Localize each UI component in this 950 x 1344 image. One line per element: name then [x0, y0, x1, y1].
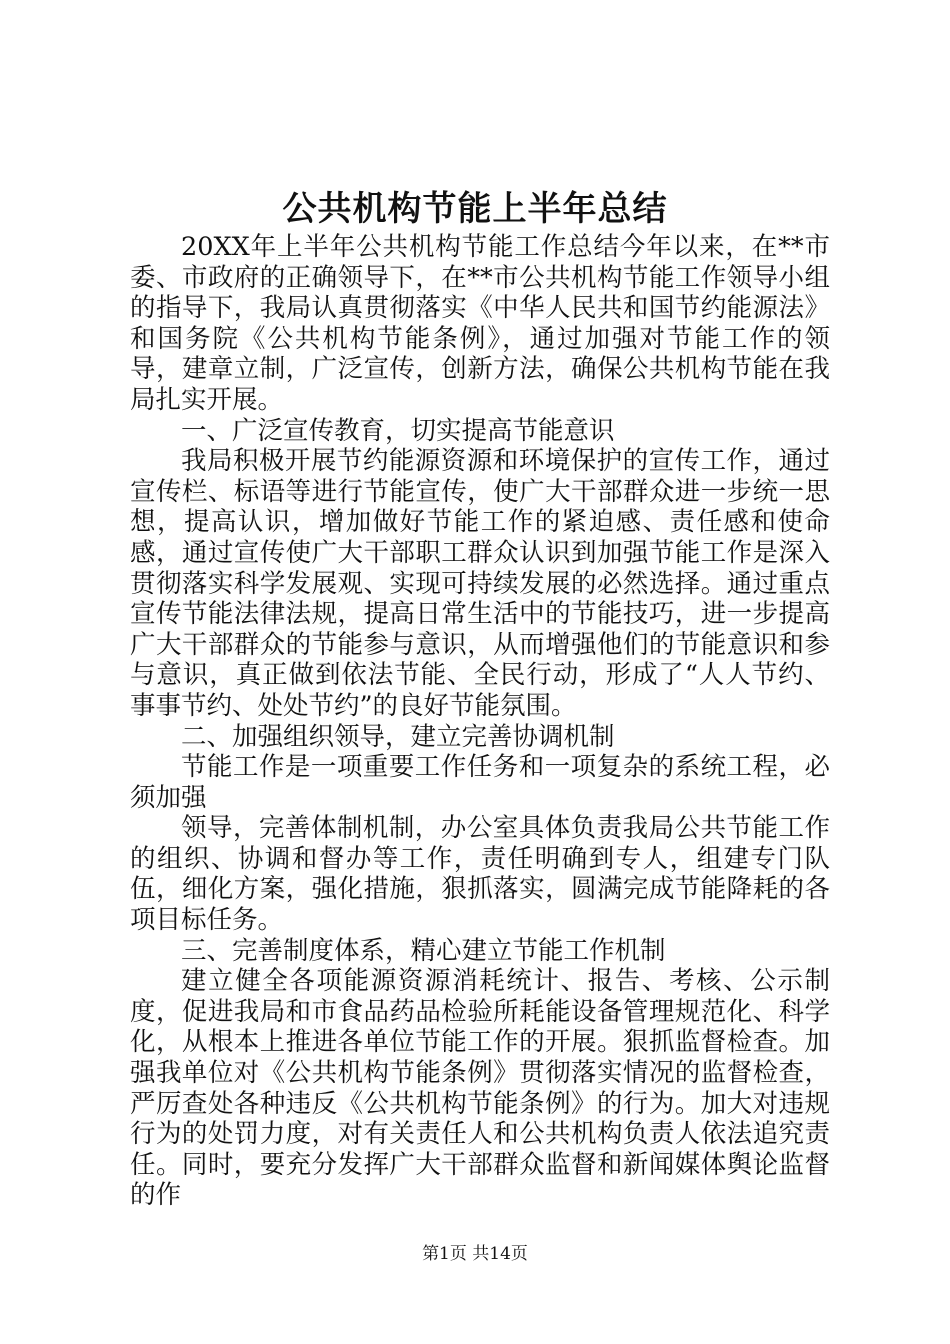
intro-paragraph: 20XX年上半年公共机构节能工作总结今年以来，在**市委、市政府的正确领导下，在**市公共机构节能工作领导小组的指导下，我局认真贯彻落实《中华人民共和国节约能源法》和国务院《公共机构节能条例》，通过加强对节能工作的领导，建章立制，广泛宣传，创新方法，确保公共机构节能在我局扎实开展。 — [130, 232, 830, 415]
section-heading-3: 三、完善制度体系，精心建立节能工作机制 — [181, 935, 666, 966]
document-title: 公共机构节能上半年总结 — [282, 189, 668, 229]
section-2-paragraph-b: 领导，完善体制机制，办公室具体负责我局公共节能工作的组织、协调和督办等工作，责任明确到专人，组建专门队伍，细化方案，强化措施，狠抓落实，圆满完成节能降耗的各项目标任务。 — [130, 813, 830, 936]
section-2-paragraph-a: 节能工作是一项重要工作任务和一项复杂的系统工程，必须加强 — [130, 752, 830, 813]
section-heading-1: 一、广泛宣传教育，切实提高节能意识 — [181, 415, 615, 446]
section-1-paragraph: 我局积极开展节约能源资源和环境保护的宣传工作，通过宣传栏、标语等进行节能宣传，使广大干部群众进一步统一思想，提高认识，增加做好节能工作的紧迫感、责任感和使命感，通过宣传使广大干部职工群众认识到加强节能工作是深入贯彻落实科学发展观、实现可持续发展的必然选择。通过重点宣传节能法律法规，提高日常生活中的节能技巧，进一步提高广大干部群众的节能参与意识，从而增强他们的节能意识和参与意识，真正做到依法节能、全民行动，形成了“人人节约、事事节约、处处节约”的良好节能氛围。 — [130, 446, 830, 721]
page-number-footer: 第1页 共14页 — [422, 1244, 528, 1264]
section-3-paragraph: 建立健全各项能源资源消耗统计、报告、考核、公示制度，促进我局和市食品药品检验所耗能设备管理规范化、科学化，从根本上推进各单位节能工作的开展。狠抓监督检查。加强我单位对《公共机构节能条例》贯彻落实情况的监督检查，严厉查处各种违反《公共机构节能条例》的行为。加大对违规行为的处罚力度，对有关责任人和公共机构负责人依法追究责任。同时，要充分发挥广大干部群众监督和新闻媒体舆论监督的作 — [130, 966, 830, 1211]
document-body — [130, 232, 830, 1211]
section-heading-2: 二、加强组织领导，建立完善协调机制 — [181, 721, 615, 752]
